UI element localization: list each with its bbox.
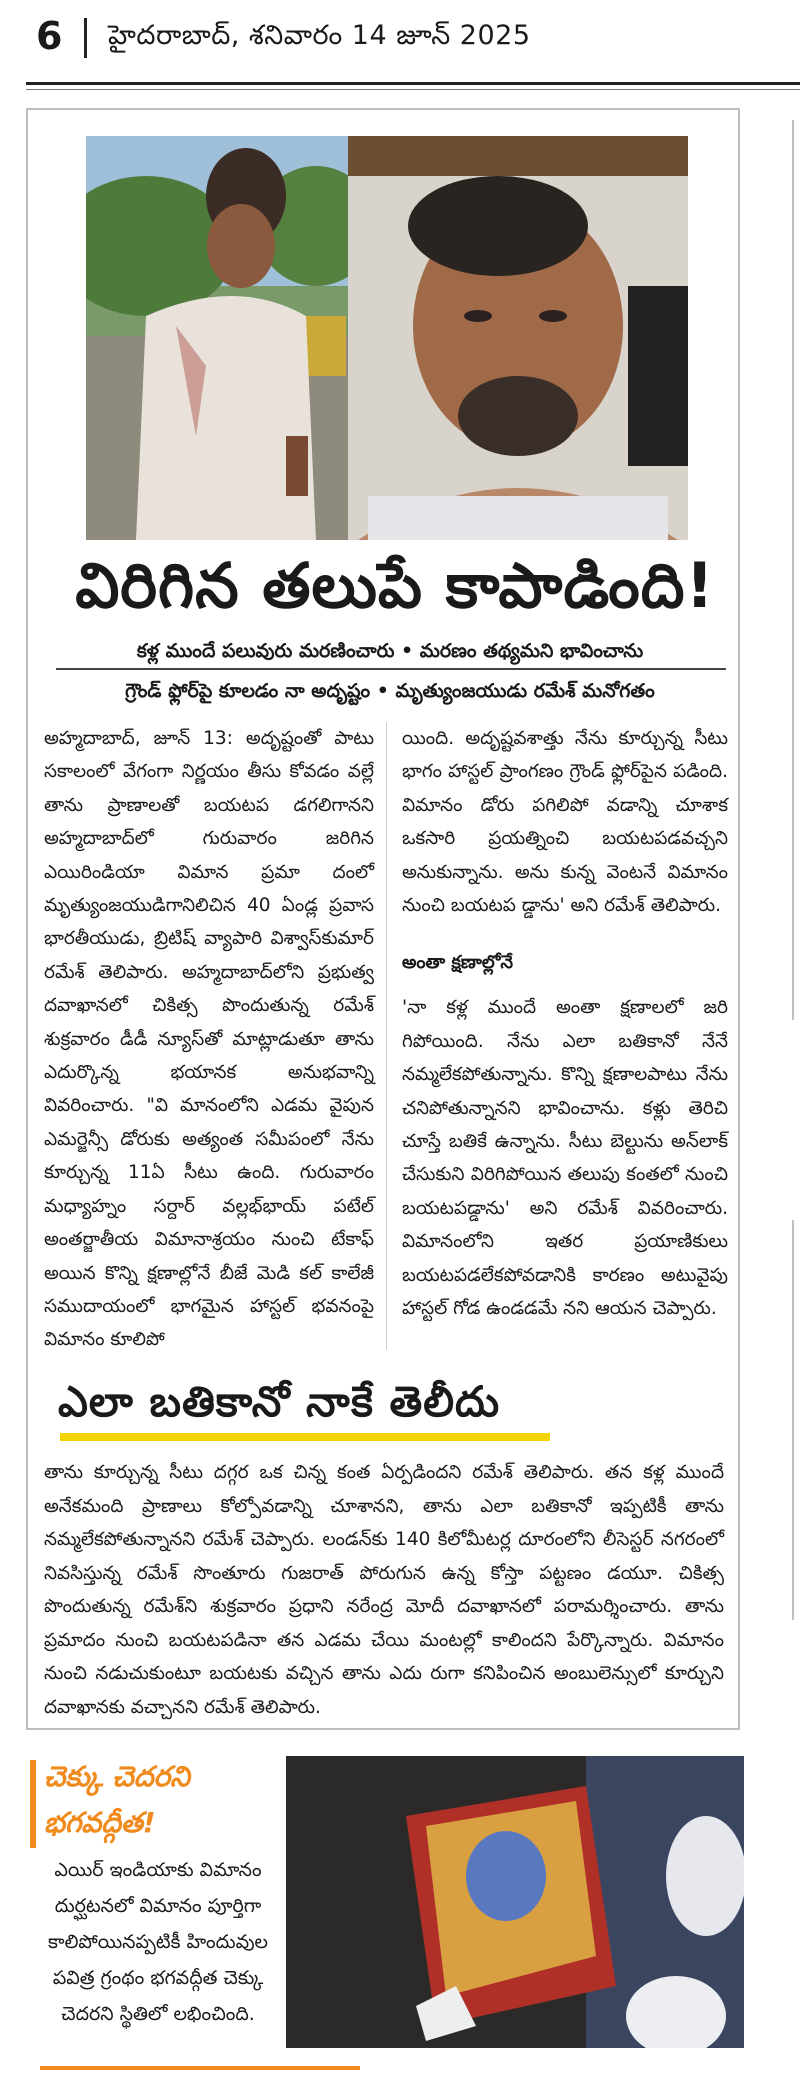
sidebar-text: ఎయిర్ ఇండియాకు విమానం దుర్ఘటనలో విమానం పూర్తిగా కాలిపోయినప్పటికీ హిందువుల పవిత్ర గ్రంథం భగవద్గీత చెక్కు చెదరని స్థితిలో లభించింది. [48, 1859, 268, 2025]
adjacent-column-edge [792, 120, 794, 1020]
right-column-paragraph-2: 'నా కళ్ల ముందే అంతా క్షణాలలో జరి గిపోయింది. నేను ఎలా బతికానో నేనే నమ్మలేకపోతున్నాను. కొన్ని క్షణాలపాటు నేను చనిపోతున్నానని భావించాను. కళ్లు తెరిచి చూస్తే బతికే ఉన్నాను. సీటు బెల్టును అన్‌లాక్ చేసుకుని విరిగిపోయిన తలుపు కంతలో నుంచి బయటపడ్డాను' అని రమేశ్ వివరించారు. విమానంలోని ఇతర ప్రయాణికులు బయటపడలేకపోవడానికి కారణం అటువైపు హాస్టల్ గోడ ఉండడమే నని ఆయన చెప్పారు. [402, 997, 728, 1320]
subheadline-1: కళ్ల ముందే పలువురు మరణించారు • మరణం తథ్యమని భావించాను [136, 640, 644, 662]
subheadline-2: గ్రౌండ్ ఫ్లోర్‌పై కూలడం నా అదృష్టం • మృత్యుంజయుడు రమేశ్ మనోగతం [125, 680, 655, 702]
header-rule-thin [26, 89, 800, 90]
sidebar-title: చెక్కు చెదరని భగవద్గీత! [44, 1760, 190, 1839]
header-rule [26, 82, 800, 85]
sidebar-accent-bar [30, 1760, 36, 1848]
article-wide-paragraph: తాను కూర్చున్న సీటు దగ్గర ఒక చిన్న కంత ఏర్పడిందని రమేశ్ తెలిపారు. తన కళ్ల ముందే అనేకమంది ప్రాణాలు కోల్పోవడాన్ని చూశానని, తాను ఎలా బతికానో ఇప్పటికీ తాను నమ్మలేకపోతున్నానని రమేశ్ చెప్పారు. లండన్‌కు 140 కిలోమీటర్ల దూరంలోని లీసెస్టర్ నగరంలో నివసిస్తున్న రమేశ్ సొంతూరు గుజరాత్ పోరుగున ఉన్న కోస్తా పట్టణం డయూ. చికిత్స పొందుతున్న రమేశ్‌ని శుక్రవారం ప్రధాని నరేంద్ర మోదీ దవాఖానలో పరామర్శించారు. తాను ప్రమాదం నుంచి బయటపడినా తన ఎడమ చేయి మంటల్లో కాలిందని పేర్కొన్నారు. విమానం నుంచి నడుచుకుంటూ బయటకు వచ్చిన తాను ఎదు రుగా కనిపించిన అంబులెన్సులో కూర్చుని దవాఖానకు వచ్చానని రమేశ్ తెలిపారు. [44, 1462, 724, 1718]
column-divider [386, 722, 387, 1350]
survivor-hospital-photo [348, 136, 688, 540]
right-column-subhead: అంతా క్షణాల్లోనే [402, 952, 513, 974]
header-separator [84, 18, 87, 58]
article-right-column [402, 722, 728, 1326]
bottom-accent-rule [40, 2066, 360, 2070]
right-column-paragraph-1: యింది. అదృష్టవశాత్తు నేను కూర్చున్న సీటు భాగం హాస్టల్ ప్రాంగణం గ్రౌండ్ ఫ్లోర్‌పైన పడింది. విమానం డోరు పగిలిపో వడాన్ని చూశాక ఒకసారి ప్రయత్నించి బయటపడవచ్చని అనుకున్నాను. అను కున్న వెంటనే విమానం నుంచి బయటప డ్డాను' అని రమేశ్ తెలిపారు. [402, 728, 728, 917]
bhagavad-gita-book-photo [286, 1756, 744, 2048]
article-left-column: అహ్మదాబాద్, జూన్ 13: అదృష్టంతో పాటు సకాలంలో వేగంగా నిర్ణయం తీసు కోవడం వల్లే తాను ప్రాణాలతో బయటప డగలిగానని అహ్మదాబాద్‌లో గురువారం జరిగిన ఎయిరిండియా విమాన ప్రమా దంలో మృత్యుంజయుడిగానిలిచిన 40 ఏండ్ల ప్రవాస భారతీయుడు, బ్రిటిష్ వ్యాపారి విశ్వాస్‌కుమార్ రమేశ్ తెలిపారు. అహ్మదాబాద్‌లోని ప్రభుత్వ దవాఖానలో చికిత్స పొందుతున్న రమేశ్ శుక్రవారం డీడీ న్యూస్‌తో మాట్లాడుతూ తాను ఎదుర్కొన్న భయానక అనుభవాన్ని వివరించారు. "వి మానంలోని ఎడమ వైపున ఎమర్జెన్సీ డోరుకు అత్యంత సమీపంలో నేను కూర్చున్న 11ఏ సీటు ఉంది. గురువారం మధ్యాహ్నం సర్దార్ వల్లభ్‌భాయ్ పటేల్ అంతర్జాతీయ విమానాశ్రయం నుంచి టేకాఫ్ అయిన కొన్ని క్షణాల్లోనే బీజే మెడి కల్ కాలేజీ సముదాయంలో భాగమైన హాస్టల్ భవనంపై విమానం కూలిపో [44, 728, 374, 1351]
dateline: హైదరాబాద్, శనివారం 14 జూన్ 2025 [108, 20, 531, 51]
adjacent-column-edge-lower [792, 1220, 794, 1620]
banner-heading: ఎలా బతికానో నాకే తెలీదు [58, 1377, 501, 1426]
survivor-walking-photo [86, 136, 356, 540]
subhead-divider [56, 668, 726, 670]
page-number: 6 [36, 14, 63, 58]
headline: విరిగిన తలుపే కాపాడింది! [75, 549, 715, 622]
banner-underline [60, 1433, 550, 1441]
